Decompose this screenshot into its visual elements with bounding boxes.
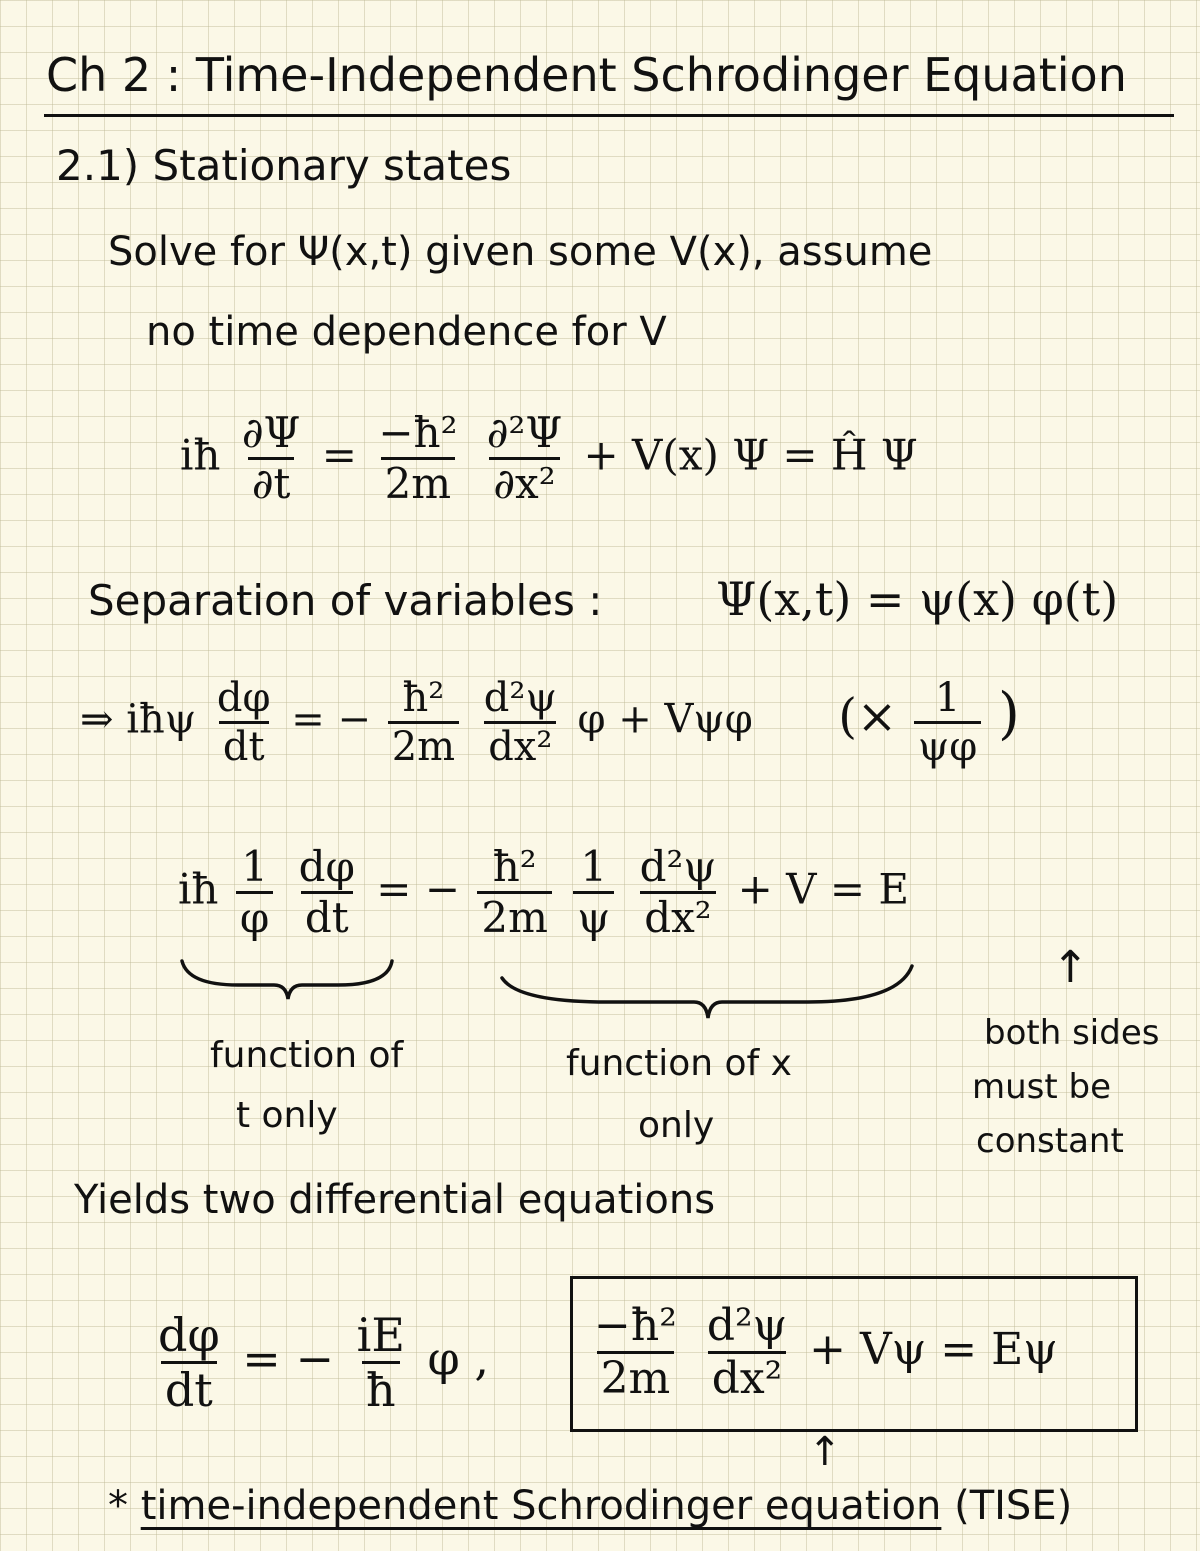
tise-c-den: 2m [597, 1351, 675, 1401]
eq1-time-derivative [238, 408, 305, 508]
eq4-equals: = − [242, 1331, 334, 1386]
separation-equation: Ψ(x,t) = ψ(x) φ(t) [716, 572, 1119, 626]
implies-arrow: ⇒ [80, 696, 114, 743]
eq3-a-num: 1 [241, 842, 268, 891]
eq2-prefix: iħψ [126, 696, 197, 743]
eq4-coefficient [353, 1308, 409, 1417]
substituted-equation [80, 675, 1020, 770]
note-constant-line2: must be [972, 1067, 1112, 1107]
tise-rest: + Vψ = Eψ [809, 1324, 1058, 1375]
note-x-only-line2: only [638, 1105, 715, 1146]
intro-line-2: no time dependence for V [146, 309, 667, 355]
separated-equation [178, 842, 910, 942]
tise-equation [586, 1300, 1058, 1404]
tise-d-den: dx² [708, 1351, 787, 1401]
eq1-rest: + V(x) Ψ = Ĥ Ψ [583, 430, 918, 480]
arrow-up-icon: ↑ [808, 1429, 842, 1475]
eq4-a-num: dφ [158, 1308, 220, 1362]
eq3-a-den: φ [236, 891, 273, 939]
eq2-mult-num: 1 [934, 675, 961, 721]
footnote [108, 1483, 1073, 1529]
eq2-coef-den: 2m [388, 721, 459, 767]
eq2-coefficient [388, 675, 459, 770]
eq1-deriv-den: ∂x² [489, 457, 559, 505]
eq3-equals: = − [376, 864, 461, 914]
tise-second-derivative [703, 1300, 791, 1404]
eq4-b-num: iE [356, 1308, 405, 1362]
eq3-rest: + V = E [737, 864, 910, 914]
eq2-multiplier-open: (× [838, 688, 898, 745]
eq2-multiplier [914, 675, 981, 770]
eq3-prefix: iħ [178, 864, 219, 914]
yields-text: Yields two differential equations [74, 1177, 716, 1223]
note-t-only-line2: t only [236, 1095, 338, 1136]
eq2-time-derivative [213, 675, 275, 770]
eq1-second-derivative [483, 408, 566, 508]
eq1-equals: = [321, 430, 357, 480]
eq4-time-derivative [154, 1308, 224, 1417]
eq3-e-den: ψ [573, 891, 614, 939]
schrodinger-equation [180, 408, 918, 508]
footnote-abbreviation: (TISE) [954, 1483, 1073, 1529]
section-heading: 2.1) Stationary states [56, 141, 512, 190]
tise-c-num: −ħ² [594, 1300, 677, 1351]
time-equation [150, 1308, 490, 1417]
eq4-b-den: ħ [362, 1361, 400, 1413]
eq2-a-num: dφ [216, 675, 271, 721]
eq2-multiplier-close: ) [997, 681, 1020, 747]
eq3-b-den: dt [301, 891, 353, 939]
eq2-second-derivative [480, 675, 561, 770]
eq4-a-den: dt [161, 1361, 217, 1413]
eq3-b-num: dφ [298, 842, 355, 891]
brace-right [498, 962, 918, 1022]
eq3-d-num: d²ψ [639, 842, 717, 891]
asterisk-icon: * [108, 1483, 128, 1529]
eq1-coef-num: −ħ² [378, 408, 458, 457]
footnote-text: time-independent Schrodinger equation [140, 1483, 942, 1529]
tise-coefficient [590, 1300, 681, 1404]
eq2-mult-den: ψφ [914, 721, 981, 767]
eq2-d-num: d²ψ [483, 675, 557, 721]
eq3-second-derivative [636, 842, 721, 942]
eq2-rest: φ + Vψφ [577, 696, 753, 743]
eq3-c-den: 2m [477, 891, 552, 939]
eq1-deriv-num: ∂²Ψ [486, 408, 563, 457]
title-underline [44, 114, 1174, 117]
note-x-only-line1: function of x [566, 1043, 792, 1084]
eq1-lhs-den: ∂t [248, 457, 295, 505]
eq3-c-num: ħ² [492, 842, 537, 891]
eq3-d-den: dx² [640, 891, 715, 939]
eq2-coef-num: ħ² [402, 675, 445, 721]
brace-left [178, 955, 398, 1005]
eq2-d-den: dx² [484, 721, 556, 767]
eq3-inverse-phi [236, 842, 273, 942]
tise-d-num: d²ψ [706, 1300, 788, 1351]
eq3-coefficient [477, 842, 552, 942]
eq3-e-num: 1 [580, 842, 608, 891]
eq1-lhs-num: ∂Ψ [241, 408, 301, 457]
eq2-equals: = − [291, 696, 371, 743]
page-title: Ch 2 : Time-Independent Schrodinger Equation [46, 48, 1127, 102]
eq3-time-derivative [295, 842, 359, 942]
note-t-only-line1: function of [210, 1035, 404, 1076]
arrow-up-icon: ↑ [1052, 942, 1089, 993]
note-constant-line1: both sides [984, 1013, 1160, 1053]
intro-line-1: Solve for Ψ(x,t) given some V(x), assume [108, 229, 933, 275]
separation-label: Separation of variables : [88, 576, 603, 625]
note-constant-line3: constant [976, 1121, 1124, 1161]
eq1-prefix: iħ [180, 430, 221, 480]
eq3-inverse-psi [573, 842, 614, 942]
eq4-rest: φ [427, 1331, 460, 1386]
eq2-a-den: dt [219, 721, 269, 767]
eq4-comma: , [474, 1331, 490, 1386]
eq1-coef-den: 2m [381, 457, 456, 505]
eq1-coefficient [374, 408, 461, 508]
